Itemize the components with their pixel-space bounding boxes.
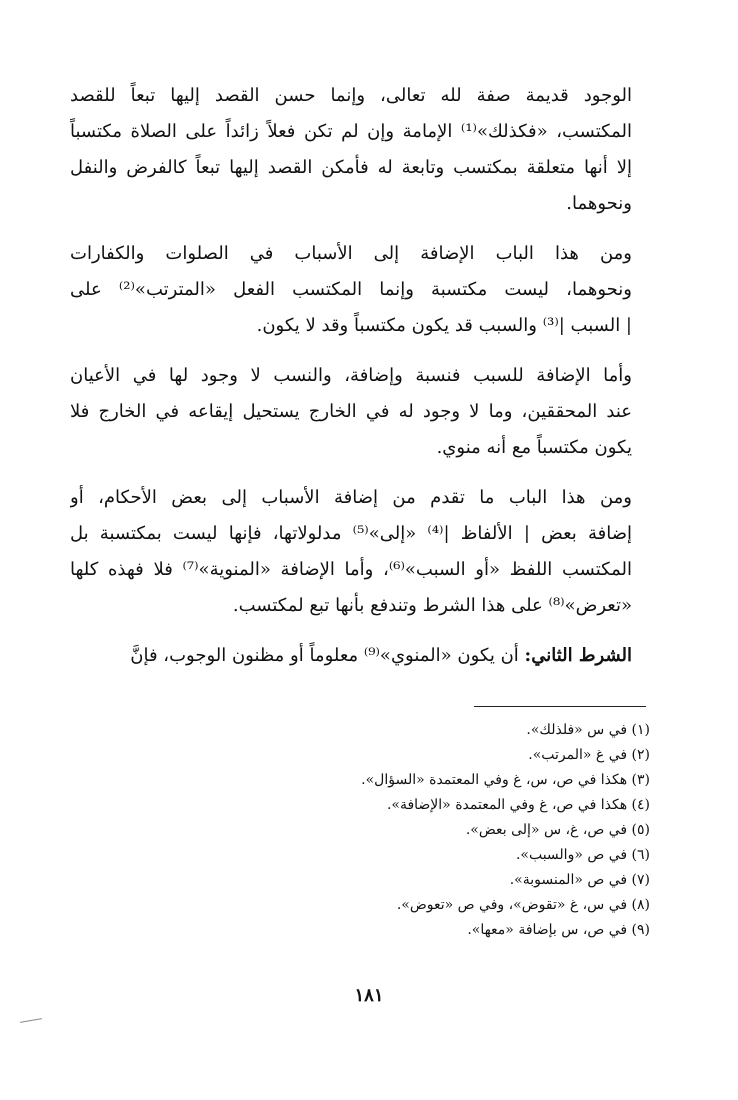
footnote: (٢) في غ «المرتب». bbox=[528, 747, 650, 763]
footnote: (٩) في ص، س بإضافة «معها». bbox=[467, 922, 650, 938]
text-line: المكتسب، «فكذلك»⁽¹⁾ الإمامة وإن لم تكن فعلاً زائداً على الصلاة مكتسباً bbox=[70, 121, 633, 142]
text-line: ومن هذا الباب الإضافة إلى الأسباب في الصلوات والكفارات bbox=[70, 243, 632, 264]
scan-mark bbox=[20, 1018, 42, 1023]
page-number: ١٨١ bbox=[354, 985, 384, 1006]
section-heading: الشرط الثاني: bbox=[524, 645, 632, 666]
text-line: المكتسب اللفظ «أو السبب»⁽⁶⁾، وأما الإضافة «المنوية»⁽⁷⁾ فلا فهذه كلها bbox=[70, 559, 632, 580]
main-text bbox=[70, 78, 654, 688]
footnote: (٦) في ص «والسبب». bbox=[515, 847, 650, 863]
footnote: (٧) في ص «المنسوبة». bbox=[509, 872, 650, 888]
heading-continuation: أن يكون «المنوي»⁽⁹⁾ معلوماً أو مظنون الوجوب، فإنَّ bbox=[130, 645, 519, 666]
text-line: ومن هذا الباب ما تقدم من إضافة الأسباب إلى بعض الأحكام، أو bbox=[70, 487, 632, 508]
footnote-separator bbox=[474, 706, 646, 707]
text-line: إلا أنها متعلقة بمكتسب وتابعة له فأمكن القصد إليها تبعاً كالفرض والنفل bbox=[70, 157, 632, 178]
footnote: (٤) هكذا في ص، غ وفي المعتمدة «الإضافة». bbox=[386, 797, 650, 813]
text-line: | السبب |⁽³⁾ والسبب قد يكون مكتسباً وقد لا يكون. bbox=[256, 315, 632, 336]
footnote: (٨) في س، غ «تقوض»، وفي ص «تعوض». bbox=[396, 897, 650, 913]
text-line: وأما الإضافة للسبب فنسبة وإضافة، والنسب لا وجود لها في الأعيان bbox=[70, 365, 632, 386]
footnote: (٣) هكذا في ص، س، غ وفي المعتمدة «السؤال». bbox=[361, 772, 650, 788]
paragraph-4 bbox=[70, 480, 654, 624]
text-line: إضافة بعض | الألفاظ |⁽⁴⁾ «إلى»⁽⁵⁾ مدلولاتها، فإنها ليست بمكتسبة بل bbox=[70, 523, 633, 544]
footnotes bbox=[120, 718, 650, 943]
text-line: ونحوهما. bbox=[566, 193, 632, 214]
paragraph-2 bbox=[70, 236, 654, 344]
footnote: (١) في س «فلذلك». bbox=[526, 722, 650, 738]
paragraph-1 bbox=[70, 78, 654, 222]
text-line: الوجود قديمة صفة لله تعالى، وإنما حسن القصد إليها تبعاً للقصد bbox=[70, 85, 632, 106]
footnote: (٥) في ص، غ، س «إلى بعض». bbox=[465, 822, 650, 838]
paragraph-5 bbox=[70, 638, 654, 674]
text-line: «تعرض»⁽⁸⁾ على هذا الشرط وتندفع بأنها تبع لمكتسب. bbox=[232, 595, 632, 616]
text-line: ونحوهما، ليست مكتسبة وإنما المكتسب الفعل «المترتب»⁽²⁾ على bbox=[70, 279, 632, 300]
text-line: عند المحققين، وما لا وجود له في الخارج يستحيل إيقاعه في الخارج فلا bbox=[70, 401, 632, 422]
text-line: يكون مكتسباً مع أنه منوي. bbox=[436, 437, 632, 458]
text-line bbox=[70, 638, 654, 674]
paragraph-3 bbox=[70, 358, 654, 466]
